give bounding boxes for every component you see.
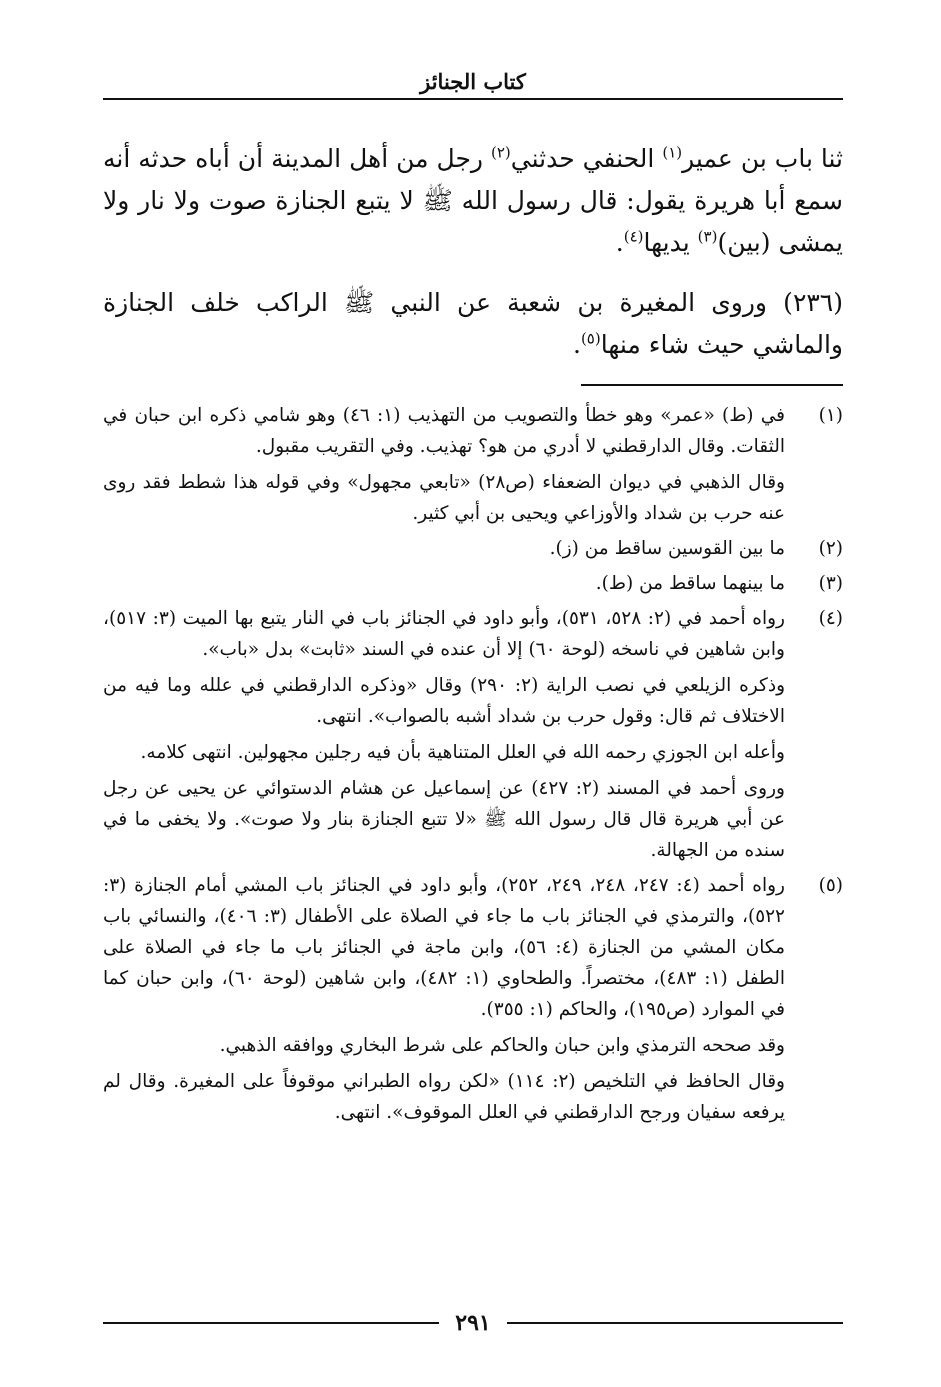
footnote-ref[interactable]: (٥) — [580, 329, 601, 348]
page-footer — [103, 1306, 843, 1340]
footnote-ref[interactable]: (٣) — [697, 227, 718, 246]
footnote — [103, 533, 843, 564]
footnote-ref[interactable]: (٢) — [490, 143, 511, 162]
footnote-text — [103, 533, 785, 564]
footnote — [103, 870, 843, 1128]
main-text — [103, 138, 843, 366]
footnote-number: (٣) — [818, 573, 843, 594]
footnote-paragraph: وروى أحمد في المسند (٢: ٤٢٧) عن إسماعيل عن هشام الدستوائي عن يحيى عن رجل عن أبي هريرة قال قال رسول الله ﷺ «لا تتبع الجنازة بنار ولا صوت». ولا يخفى ما في سنده من الجهالة. — [103, 778, 785, 861]
footnote-number: (١) — [818, 405, 843, 426]
footnote-text — [103, 603, 785, 866]
footnote-ref[interactable]: (٤) — [623, 227, 644, 246]
footnote-paragraph: وقد صححه الترمذي وابن حبان والحاكم على شرط البخاري ووافقه الذهبي. — [219, 1035, 785, 1056]
footnote — [103, 400, 843, 529]
footnote-paragraph: رواه أحمد (٤: ٢٤٧، ٢٤٨، ٢٤٩، ٢٥٢)، وأبو داود في الجنائز باب المشي أمام الجنازة (٣: ٥٢٢)، والترمذي في الجنائز باب ما جاء في الصلاة على الأطفال (٣: ٤٠٦)، والنسائي باب مكان المشي من الجنازة (٤: ٥٦)، وابن ماجة في الجنائز باب ما جاء في الصلاة على الطفل (١: ٤٨٣)، مختصراً. والطحاوي (١: ٤٨٢)، وابن شاهين (لوحة ٦٠)، وابن حبان كما في الموارد (ص١٩٥)، والحاكم (١: ٣٥٥). — [103, 875, 785, 1020]
footnote — [103, 568, 843, 599]
footnote-paragraph: وقال الحافظ في التلخيص (٢: ١١٤) «لكن رواه الطبراني موقوفاً على المغيرة. وقال لم يرفعه سفيان ورجح الدارقطني في العلل الموقوف». انتهى. — [103, 1071, 785, 1123]
header-rule — [103, 98, 843, 100]
page-number: ٢٩١ — [455, 1310, 491, 1336]
footnote-text — [103, 870, 785, 1128]
footer-rule-left — [103, 1322, 439, 1324]
hadith-paragraph: (٢٣٦) وروى المغيرة بن شعبة عن النبي ﷺ الراكب خلف الجنازة والماشي حيث شاء منها$^{(٥)}$. — [103, 288, 843, 359]
footnote-number: (٢) — [818, 538, 843, 559]
footnote-ref[interactable]: (١) — [662, 143, 683, 162]
footnote-text — [103, 568, 785, 599]
running-head: كتاب الجنائز — [420, 69, 526, 94]
footnote-separator — [581, 384, 843, 386]
footnote-paragraph: وذكره الزيلعي في نصب الراية (٢: ٢٩٠) وقال «وذكره الدارقطني في علله وما فيه من الاختلاف ثم قال: وقول حرب بن شداد أشبه بالصواب». انتهى. — [103, 675, 785, 727]
footnote-number: (٥) — [818, 875, 843, 896]
footnote-number: (٤) — [818, 608, 843, 629]
footnote-paragraph: رواه أحمد في (٢: ٥٢٨، ٥٣١)، وأبو داود في الجنائز باب في النار يتبع بها الميت (٣: ٥١٧)، وابن شاهين في ناسخه (لوحة ٦٠) إلا أن عنده في السند «ثابت» بدل «باب». — [103, 608, 785, 660]
footnote-paragraph: في (ط) «عمر» وهو خطأ والتصويب من التهذيب (١: ٤٦) وهو شامي ذكره ابن حبان في الثقات. وقال الدارقطني لا أدري من هو؟ تهذيب. وفي التقريب مقبول. — [103, 405, 785, 457]
page — [103, 68, 843, 1132]
footnote-paragraph: وأعله ابن الجوزي رحمه الله في العلل المتناهية بأن فيه رجلين مجهولين. انتهى كلامه. — [140, 742, 785, 763]
hadith-paragraph: ثنا باب بن عمير$^{(١)}$ الحنفي حدثني$^{(٢)}$ رجل من أهل المدينة أن أباه حدثه أنه سمع أبا هريرة يقول: قال رسول الله ﷺ لا يتبع الجنازة صوت ولا نار ولا يمشى (بين)$^{(٣)}$ يديها$^{(٤)}$. — [103, 143, 843, 257]
footnote — [103, 603, 843, 866]
footer-rule-right — [507, 1322, 843, 1324]
footnote-paragraph: ما بين القوسين ساقط من (ز). — [549, 538, 785, 559]
footnotes — [103, 400, 843, 1128]
footnote-text — [103, 400, 785, 529]
footnote-paragraph: ما بينهما ساقط من (ط). — [595, 573, 785, 594]
footnote-paragraph: وقال الذهبي في ديوان الضعفاء (ص٢٨) «تابعي مجهول» وفي قوله هذا شطط فقد روى عنه حرب بن شداد والأوزاعي ويحيى بن أبي كثير. — [103, 472, 785, 524]
